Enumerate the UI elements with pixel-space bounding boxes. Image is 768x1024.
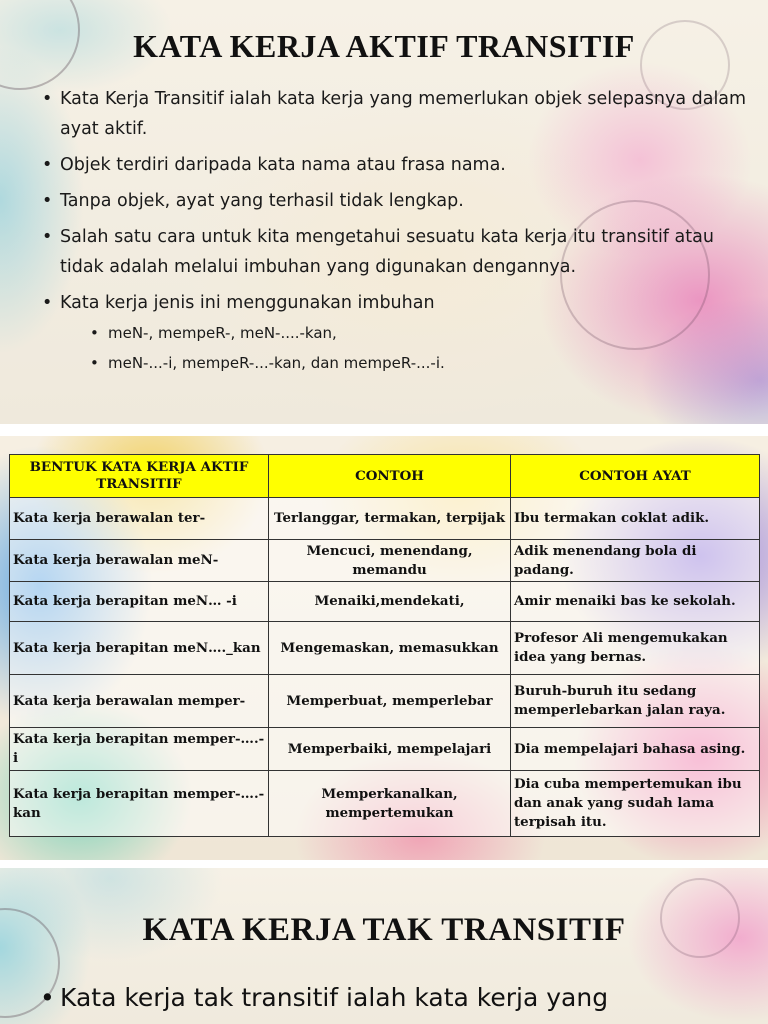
table-cell-contoh-ayat: Dia cuba mempertemukan ibu dan anak yang sudah lama terpisah itu. (511, 771, 760, 837)
table-cell-contoh: Memperbaiki, mempelajari (269, 728, 511, 771)
verb-forms-table (9, 454, 760, 837)
column-header-bentuk: BENTUK KATA KERJA AKTIF TRANSITIF (10, 455, 269, 498)
table-row (10, 675, 760, 728)
bullet-item: • Tanpa objek, ayat yang terhasil tidak lengkap. (40, 186, 760, 216)
table-cell-contoh-ayat: Ibu termakan coklat adik. (511, 498, 760, 540)
table-cell-bentuk: Kata kerja berapitan meN…._kan (10, 622, 269, 675)
table-row (10, 498, 760, 540)
table-cell-contoh-ayat: Buruh-buruh itu sedang memperlebarkan jalan raya. (511, 675, 760, 728)
bullet-item: • Kata kerja tak transitif ialah kata kerja yang (40, 980, 760, 1016)
table-cell-bentuk: Kata kerja berawalan meN- (10, 540, 269, 582)
table-cell-contoh: Memperbuat, memperlebar (269, 675, 511, 728)
slide-kata-kerja-tak-transitif (0, 868, 768, 1024)
bullet-item-imbuhan (40, 288, 760, 378)
table-row (10, 582, 760, 622)
column-header-contoh: CONTOH (269, 455, 511, 498)
table-cell-bentuk: Kata kerja berapitan memper-….-i (10, 728, 269, 771)
table-cell-contoh-ayat: Dia mempelajari bahasa asing. (511, 728, 760, 771)
bullet-item: • Salah satu cara untuk kita mengetahui sesuatu kata kerja itu transitif atau tidak adalah melalui imbuhan yang digunakan dengannya. (40, 222, 760, 282)
sub-bullet-list (60, 318, 760, 378)
table-cell-bentuk: Kata kerja berawalan memper- (10, 675, 269, 728)
table-cell-contoh: Terlanggar, termakan, terpijak (269, 498, 511, 540)
table-cell-bentuk: Kata kerja berapitan meN… -i (10, 582, 269, 622)
sub-bullet-item: • meN-, mempeR-, meN-....-kan, (60, 318, 760, 348)
table-cell-contoh-ayat: Adik menendang bola di padang. (511, 540, 760, 582)
slide-kata-kerja-aktif-transitif (0, 0, 768, 424)
bullet-text: Kata kerja jenis ini menggunakan imbuhan (60, 293, 435, 313)
slide-table-bentuk-kata-kerja (0, 436, 768, 860)
column-header-contoh-ayat: CONTOH AYAT (511, 455, 760, 498)
table-cell-contoh: Mencuci, menendang, memandu (269, 540, 511, 582)
bullet-item: • Objek terdiri daripada kata nama atau frasa nama. (40, 150, 760, 180)
table-header-row (10, 455, 760, 498)
bullet-item: • Kata Kerja Transitif ialah kata kerja yang memerlukan objek selepasnya dalam ayat aktif. (40, 84, 760, 144)
sub-bullet-item: • meN-...-i, mempeR-...-kan, dan mempeR-...-i. (60, 348, 760, 378)
table-cell-contoh: Memperkanalkan, mempertemukan (269, 771, 511, 837)
slide-title: KATA KERJA TAK TRANSITIF (142, 912, 626, 948)
table-row (10, 622, 760, 675)
table-cell-contoh: Menaiki,mendekati, (269, 582, 511, 622)
table-cell-contoh-ayat: Amir menaiki bas ke sekolah. (511, 582, 760, 622)
table-cell-contoh-ayat: Profesor Ali mengemukakan idea yang bernas. (511, 622, 760, 675)
table-cell-contoh: Mengemaskan, memasukkan (269, 622, 511, 675)
table-cell-bentuk: Kata kerja berapitan memper-….-kan (10, 771, 269, 837)
table-row (10, 728, 760, 771)
table-cell-bentuk: Kata kerja berawalan ter- (10, 498, 269, 540)
slide-title: KATA KERJA AKTIF TRANSITIF (133, 28, 635, 64)
table-row (10, 540, 760, 582)
bullet-list (40, 84, 760, 384)
table-row (10, 771, 760, 837)
